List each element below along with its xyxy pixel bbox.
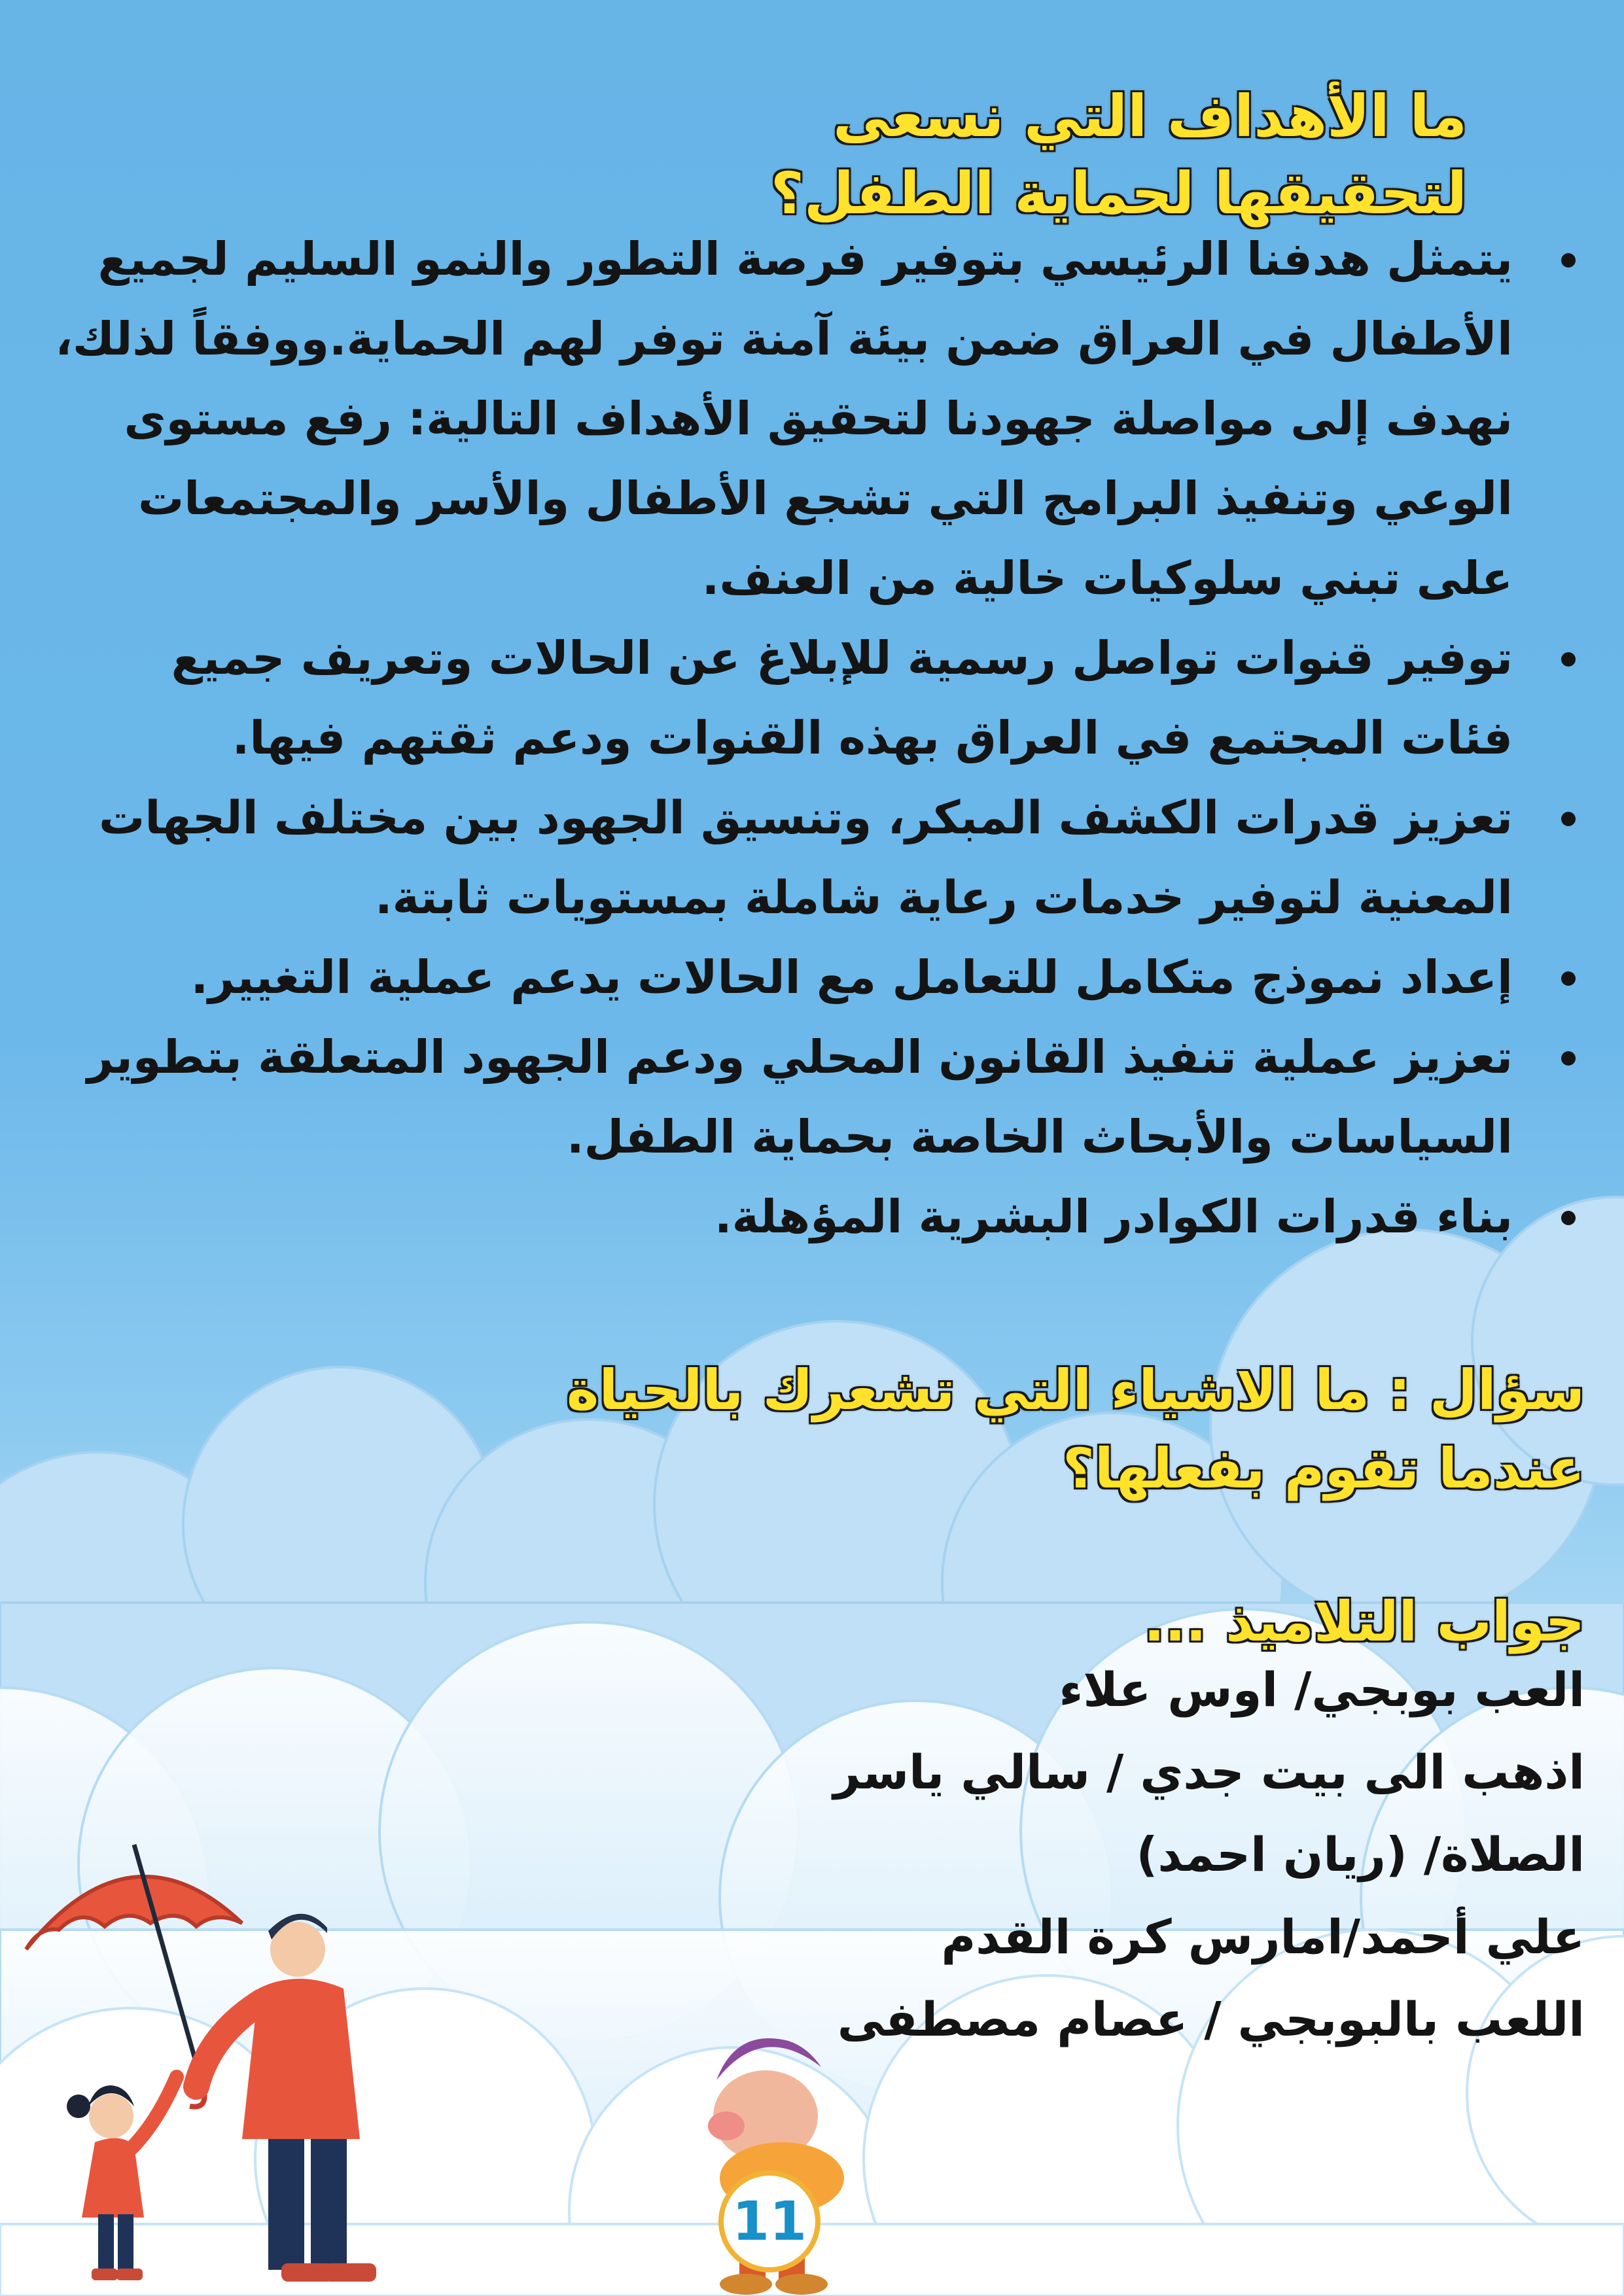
- answer-item: اللعب بالبوبجي / عصام مصطفى: [837, 1992, 1585, 2047]
- goal-text: تعزيز عملية تنفيذ القانون المحلي ودعم الجهود المتعلقة بتطوير السياسات والأبحاث الخاصة بحماية الطفل.: [87, 1030, 1513, 1164]
- page-number-badge: [718, 2170, 821, 2272]
- answer-item: العب بوبجي/ اوس علاء: [1059, 1662, 1585, 1717]
- answer-item: علي أحمد/امارس كرة القدم: [941, 1909, 1585, 1964]
- bullet-icon: [1561, 971, 1576, 986]
- goal-item: [47, 219, 1585, 618]
- bullet-icon: [1561, 1211, 1576, 1225]
- goals-heading-line2: لتحقيقها لحماية الطفل؟: [770, 159, 1467, 227]
- answer-item: الصلاة/ (ريان احمد): [1136, 1827, 1585, 1882]
- goal-item: [47, 1177, 1585, 1257]
- bullet-icon: [1561, 1051, 1576, 1066]
- goal-item: [47, 937, 1585, 1017]
- goals-heading-line1: ما الأهداف التي نسعى: [833, 82, 1467, 150]
- answers-list: [669, 1648, 1585, 2061]
- goal-text: توفير قنوات تواصل رسمية للإبلاغ عن الحالات وتعريف جميع فئات المجتمع في العراق بهذه القنوات ودعم ثقتهم فيها.: [171, 631, 1513, 765]
- page-number: 11: [732, 2190, 807, 2253]
- question-line2: عندما تقوم بفعلها؟: [1063, 1436, 1585, 1501]
- goal-item: [47, 778, 1585, 937]
- goal-text: بناء قدرات الكوادر البشرية المؤهلة.: [714, 1190, 1513, 1244]
- question-line1: سؤال : ما الاشياء التي تشعرك بالحياة: [566, 1357, 1585, 1422]
- bullet-icon: [1561, 812, 1576, 826]
- goal-text: إعداد نموذج متكامل للتعامل مع الحالات يدعم عملية التغيير.: [190, 950, 1513, 1004]
- answers-heading-text: جواب التلاميذ ...: [1144, 1589, 1585, 1654]
- answer-item: اذهب الى بيت جدي / سالي ياسر: [833, 1745, 1585, 1800]
- goals-heading: [485, 78, 1467, 232]
- bullet-icon: [1561, 652, 1576, 667]
- bullet-icon: [1561, 253, 1576, 268]
- goal-item: [47, 1017, 1585, 1177]
- goals-list: [21, 219, 1585, 1257]
- question-heading: [145, 1351, 1585, 1508]
- goal-item: [47, 618, 1585, 778]
- goal-text: يتمثل هدفنا الرئيسي بتوفير فرصة التطور والنمو السليم لجميع الأطفال في العراق ضمن بيئة آمنة توفر لهم الحماية.ووفقاً لذلك، نهدف إلى مواصلة جهودنا لتحقيق الأهداف التالية: رفع مستوى الوعي وتنفيذ البرامج التي تشجع الأطفال والأسر والمجتمعات على تبني سلوكيات خالية من العنف.: [55, 232, 1513, 605]
- goal-text: تعزيز قدرات الكشف المبكر، وتنسيق الجهود بين مختلف الجهات المعنية لتوفير خدمات رعاية شاملة بمستويات ثابتة.: [99, 791, 1513, 924]
